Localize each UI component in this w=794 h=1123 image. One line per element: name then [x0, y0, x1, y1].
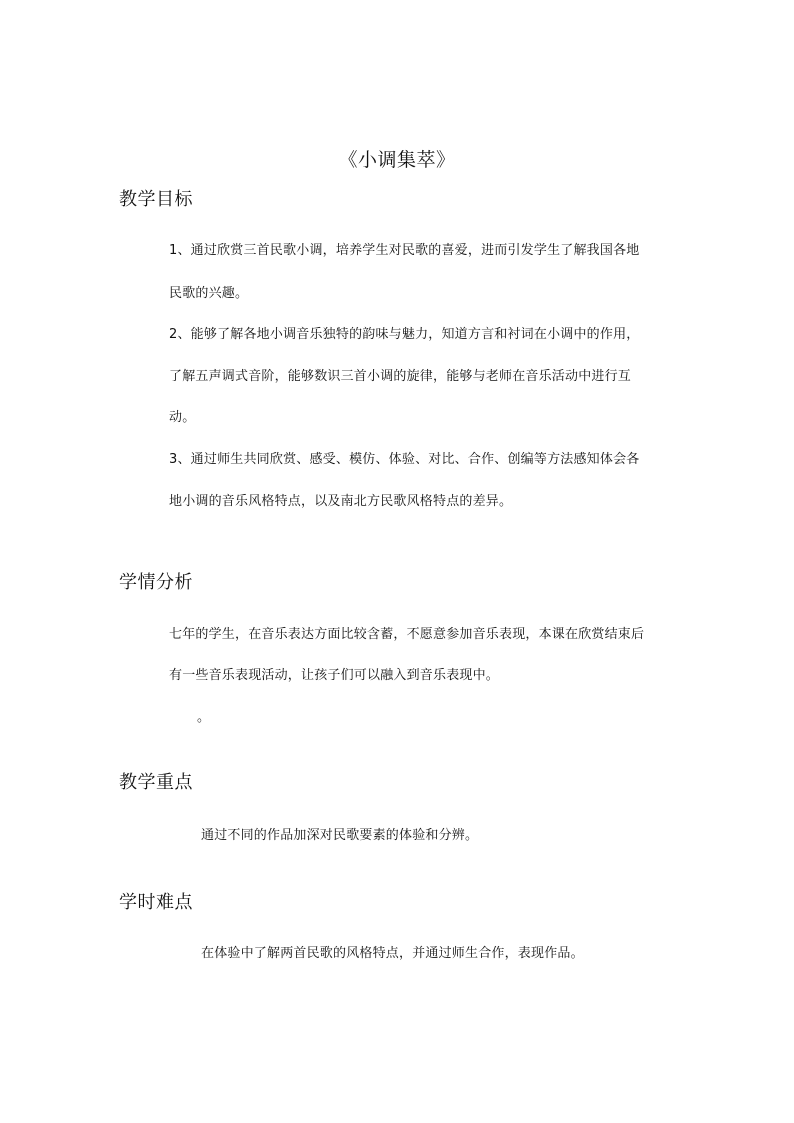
analysis-line-1: 七年的学生，在音乐表达方面比较含蓄，不愿意参加音乐表现，本课在欣赏结束后 [169, 627, 645, 642]
difficulties-line-1: 在体验中了解两首民歌的风格特点，并通过师生合作，表现作品。 [201, 946, 584, 961]
analysis-trailing-mark: 。 [197, 710, 211, 725]
objectives-line-1: 1、通过欣赏三首民歌小调，培养学生对民歌的喜爱，进而引发学生了解我国各地 [169, 243, 640, 258]
objectives-line-3: 2、能够了解各地小调音乐独特的韵味与魅力，知道方言和衬词在小调中的作用， [169, 327, 640, 342]
difficulties-heading: 学时难点 [119, 892, 193, 913]
objectives-heading: 教学目标 [119, 189, 193, 210]
objectives-line-5: 动。 [169, 410, 196, 425]
objectives-line-4: 了解五声调式音阶，能够数识三首小调的旋律，能够与老师在音乐活动中进行互 [169, 369, 632, 384]
key-points-heading: 教学重点 [119, 772, 193, 793]
objectives-line-7: 地小调的音乐风格特点，以及南北方民歌风格特点的差异。 [169, 494, 513, 509]
analysis-line-2: 有一些音乐表现活动，让孩子们可以融入到音乐表现中。 [169, 668, 500, 683]
key-points-line-1: 通过不同的作品加深对民歌要素的体验和分辨。 [201, 828, 479, 843]
analysis-heading: 学情分析 [119, 572, 193, 593]
objectives-line-6: 3、通过师生共同欣赏、感受、模仿、体验、对比、合作、创编等方法感知体会各 [169, 452, 640, 467]
objectives-line-2: 民歌的兴趣。 [169, 286, 249, 301]
document-title: 《小调集萃》 [338, 149, 456, 171]
